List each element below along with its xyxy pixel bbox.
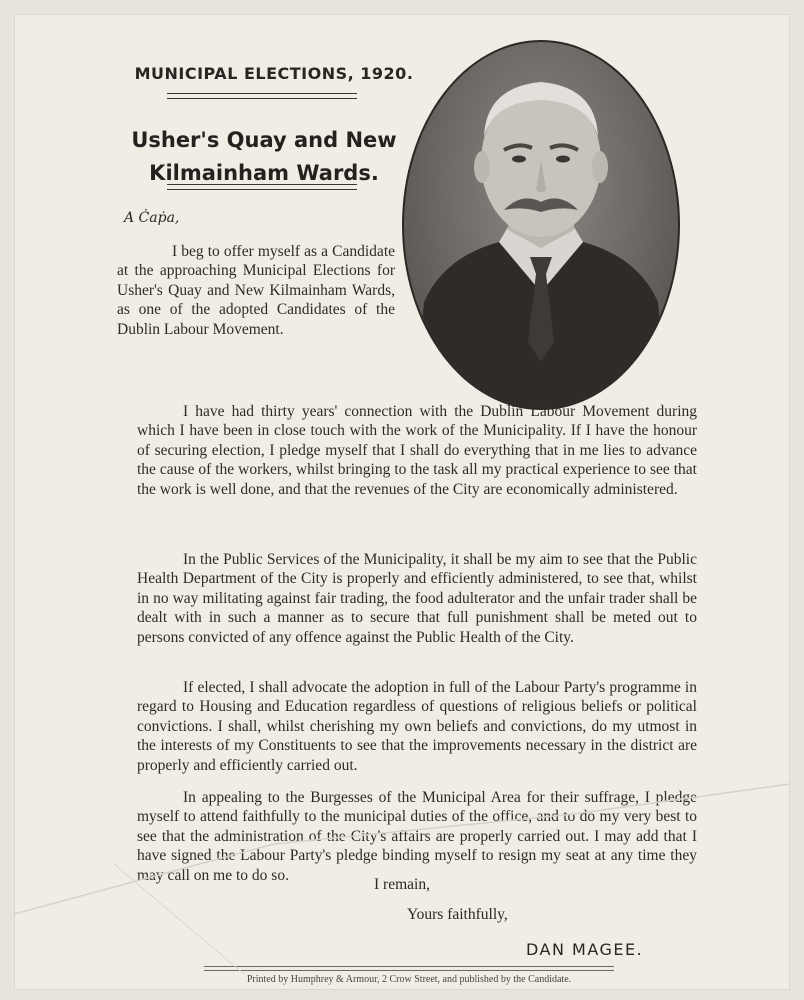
candidate-portrait [402,40,680,410]
candidate-signature: DAN MAGEE. [526,940,644,959]
portrait-man-icon [404,42,678,408]
paragraph-3: In the Public Services of the Municipality, it shall be my aim to see that the Public Health Department of the City is properly and efficiently administered, to see that, whilst in no way militating against fair trading, the food adulterator and the unfair trader shall be dealt with in such a manner as to secure that full punishment shall be meted out to persons convicted of any offence against the Public Health of the City. [137,550,697,646]
printer-imprint: Printed by Humphrey & Armour, 2 Crow Street, and published by the Candidate. [246,974,572,985]
election-handbill [14,14,790,990]
double-rule-bottom [167,184,357,190]
elections-heading: MUNICIPAL ELECTIONS, 1920. [134,64,414,83]
wards-heading [114,124,414,190]
closing-yours: Yours faithfully, [407,906,508,923]
double-rule-top [167,93,357,99]
wards-line-1: Usher's Quay and New [131,128,397,152]
salutation: A Ċaṗa, [124,210,180,226]
paragraph-4: If elected, I shall advocate the adoption in full of the Labour Party's programme in regard to Housing and Education regardless of questions of religious beliefs or political convictions. I shall, whilst cherishing my own beliefs and convictions, do my utmost in the interests of my Constituents to see that the improvements necessary in the district are properly and efficiently carried out. [137,678,697,774]
printer-rule [204,966,614,971]
closing-remain: I remain, [374,876,430,893]
wards-line-2: Kilmainham Wards. [149,161,379,185]
paragraph-5: In appealing to the Burgesses of the Municipal Area for their suffrage, I pledge myself to attend faithfully to the municipal duties of the office, and to do my very best to see that the administration of the City's affairs are properly carried out. I may add that I have signed the Labour Party's pledge binding myself to resign my seat at any time they may call on me to do so. [137,788,697,884]
paragraph-1: I beg to offer myself as a Candidate at the approaching Municipal Elections for Usher's Quay and New Kilmainham Wards, as one of the adopted Candidates of the Dublin Labour Movement. [117,242,395,338]
paragraph-2: I have had thirty years' connection with the Dublin Labour Movement during which I have been in close touch with the work of the Municipality. If I have the honour of securing election, I pledge myself that I shall do everything that in me lies to advance the cause of the workers, whilst bringing to the task all my practical experience to see that the work is well done, and that the revenues of the City are economically administered. [137,402,697,498]
